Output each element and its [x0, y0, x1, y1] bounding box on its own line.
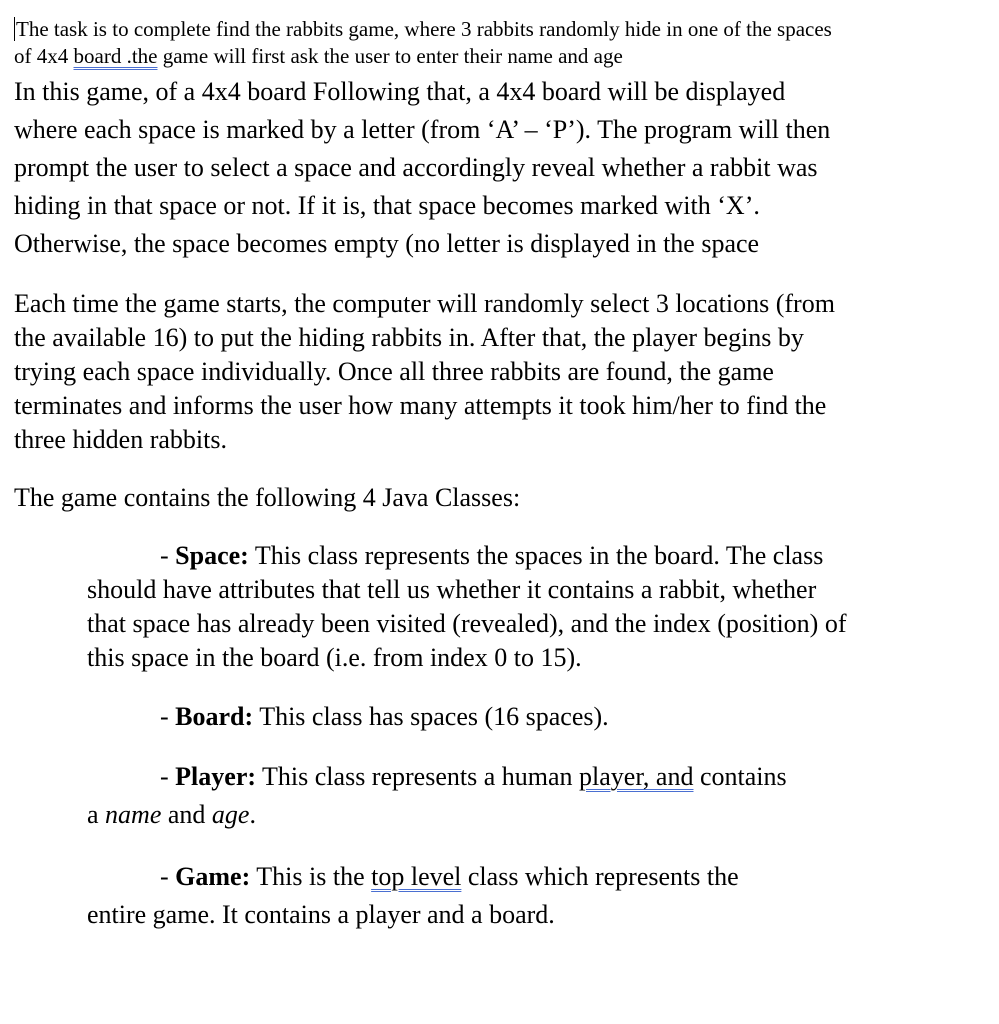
para1-line-3: prompt the user to select a space and accordingly reveal whether a rabbit was: [14, 153, 818, 182]
class-board-line-1: [160, 704, 609, 730]
para1-line-1: In this game, of a 4x4 board Following that, a 4x4 board will be displayed: [14, 77, 786, 106]
class-player-name: Player:: [175, 762, 257, 791]
class-game-line-1: [160, 864, 739, 890]
para2-line-3: trying each space individually. Once all three rabbits are found, the game: [14, 357, 774, 386]
text-cursor: [14, 17, 15, 41]
class-space-line-4: this space in the board (i.e. from index 0 to 15).: [87, 643, 582, 672]
class-player-line-2: [87, 802, 256, 828]
para2-line-5: three hidden rabbits.: [14, 425, 227, 454]
para2-line-4: terminates and informs the user how many attempts it took him/her to find the: [14, 391, 827, 420]
class-board-name: Board:: [175, 702, 254, 731]
class-space-line-1: [160, 543, 823, 569]
class-board-dash: -: [160, 702, 176, 731]
spellcheck-underline-top-level: top level: [371, 862, 462, 891]
para1-line-4: hiding in that space or not. If it is, that space becomes marked with ‘X’.: [14, 191, 760, 220]
intro-line-2-text-a: of 4x4: [14, 44, 74, 68]
intro-line-1: The task is to complete find the rabbits game, where 3 rabbits randomly hide in one of the spaces: [16, 17, 832, 41]
class-player-attr-name: name: [105, 800, 162, 829]
class-player-text-b: and: [161, 800, 212, 829]
class-space-line-3: that space has already been visited (revealed), and the index (position) of: [87, 609, 847, 638]
class-player-text-c: .: [249, 800, 256, 829]
intro-line-2: [14, 46, 623, 67]
class-player-text-a: a: [87, 800, 106, 829]
para1-line-5: Otherwise, the space becomes empty (no letter is displayed in the space: [14, 229, 760, 258]
class-player-desc-a: This class represents a human: [256, 762, 580, 791]
class-player-desc-b: contains: [693, 762, 787, 791]
class-space-desc-1: This class represents the spaces in the board. The class: [248, 541, 824, 570]
class-game-desc-b: class which represents the: [461, 862, 739, 891]
class-game-desc-a: This is the: [250, 862, 372, 891]
spellcheck-underline-board: board .the: [73, 44, 158, 68]
class-player-line-1: [160, 764, 787, 790]
para2-line-2: the available 16) to put the hiding rabbits in. After that, the player begins by: [14, 323, 804, 352]
class-game-name: Game:: [175, 862, 251, 891]
intro-line-2-text-b: game will first ask the user to enter their name and age: [157, 44, 623, 68]
class-player-dash: -: [160, 762, 176, 791]
class-space-line-2: should have attributes that tell us whether it contains a rabbit, whether: [87, 575, 817, 604]
spellcheck-underline-player: player, and: [579, 762, 694, 791]
para1-line-2: where each space is marked by a letter (from ‘A’ – ‘P’). The program will then: [14, 115, 831, 144]
class-board-desc: This class has spaces (16 spaces).: [253, 702, 609, 731]
class-space-dash: -: [160, 541, 176, 570]
class-game-line-2: entire game. It contains a player and a board.: [87, 900, 555, 929]
para2-line-1: Each time the game starts, the computer will randomly select 3 locations (from: [14, 289, 835, 318]
class-game-dash: -: [160, 862, 176, 891]
class-player-attr-age: age: [211, 800, 250, 829]
para3-line-1: The game contains the following 4 Java Classes:: [14, 483, 521, 512]
class-space-name: Space:: [175, 541, 249, 570]
